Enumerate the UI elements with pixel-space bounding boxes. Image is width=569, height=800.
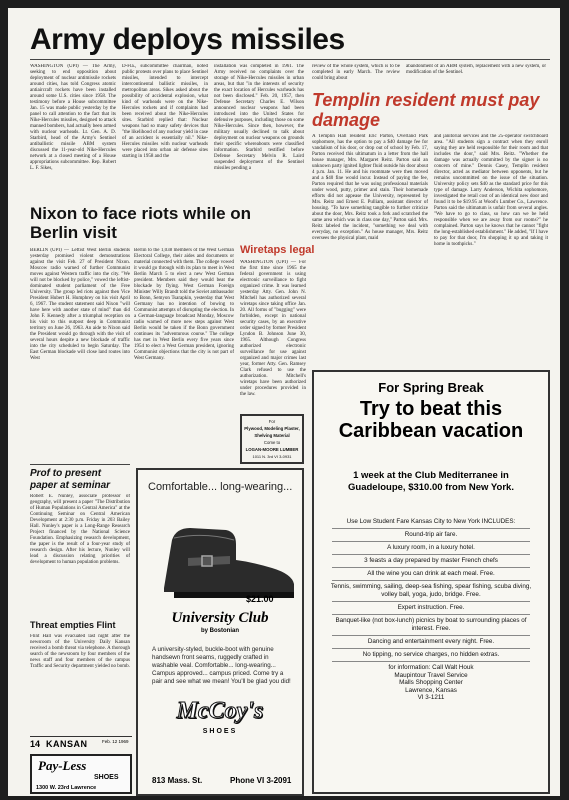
spring-line-6: Tennis, swimming, sailing, deep-sea fishing, spear fishing, scuba diving, volley ball, yoga, judo, bridge. Free. (330, 583, 532, 598)
shoe-price: $21.00 (246, 594, 274, 604)
store-phone: Phone VI 3-2091 (230, 776, 292, 785)
spring-line-1: Use Low Student Fare Kansas City to New York INCLUDES: (346, 518, 516, 525)
spring-contact-4: Lawrence, Kansas (405, 686, 457, 694)
spring-separator (332, 554, 530, 555)
spring-separator (332, 541, 530, 542)
lumber-line-5: LOGAN-MOORE LUMBER (245, 447, 299, 452)
store-sub: SHOES (202, 728, 238, 735)
spring-line-5: All the wine you can drink at each meal. Free. (367, 570, 495, 577)
spring-line-2: Round-trip air fare. (404, 531, 458, 538)
templin-column-1: A Templin Hall resident Eric Parton, Overland Park sophomore, has the option to pay a $40 damage fee for vandalism of his door, or drop out of school by Feb. 17, Parton received this ultimatum in a letter from the hall house manager, Mrs. Margaret Reitz. Parton said an unknown party ignited lighter fluid outside his door about 4 p.m. Jan. 11. He and his roommate were then moved and a $40 fine would incur. Instead of paying the fee, Parton required that he was using professional materials under wood, putty, primer and stain. Their homemade efforts did not appease the University, represented by Mrs. Reitz and Ernest E. Pulliam, assistant director of housing. "To have something tangible to further criticize about the door, Mrs. Reitz took a fork and scratched the same area which was in class one day," Parton said. Mrs. Reitz labeled the incident, "something we deal with everyday, no exception." As house manager, Mrs. Reitz oversees the physical plant, maid (312, 134, 428, 241)
headline-templin: Templin resident must pay damage (312, 90, 540, 130)
army-column-5: abandonment of an ABM system, replacement with a new system, or modification of the Sentinel. (406, 64, 546, 75)
spring-line-3: A luxury room, in a luxury hotel. (387, 544, 475, 551)
army-column-1: WASHINGTON (UPI) — The Army, seeking to end opposition about deployment of nuclear antimissile rockets around cities, has told Congress atomic antiaircraft rockets have been installed around some U.S. cities since 1958. The testimony before a House subcommittee Jan. 15 was made public yesterday by the panel to call attention to the fact that its Nike-Hercules missiles, designed to attack manned bombers, had actually been armed with nuclear warheads. Lt. Gen. A. D. Starbird, head of the Army's Sentinel antiballistic missile ABM system discussed the 11-year-old Nike-Hercules network at a closed meeting of a House appropriations subcommittee. Rep. Robert L. F. Sikes, (30, 64, 116, 171)
spring-separator (332, 614, 530, 615)
spring-line-9: Dancing and entertainment every night. Free. (367, 638, 495, 645)
nixon-column-1: BERLIN (UPI) — Leftist West Berlin students yesterday promised violent demonstrations against the visit Feb. 27 of President Nixon. Moscow radio warned of further Communist moves against Western traffic into the city. "We will not be blocked by police," vowed the leftist-dominated student parliament of the Free University. The group led riots against then Vice President Hubert H. Humphrey on his visit April 6, 1967. The student statement said Nixon "will have here with another state of mind" than did John F. Kennedy after a triumphal reception on his visit to this outpost deep in Communist territory on June 26, 1963. An aide to Nixon said the President would go through with the visit of several hours despite a new blockade of traffic into the city scheduled to begin Saturday. The East German blockade will close land routes into West (30, 248, 130, 361)
spring-kicker: For Spring Break (378, 380, 484, 395)
issue-date: Feb. 12 1969 (102, 739, 129, 744)
shoe-headline: Comfortable... long-wearing... (148, 481, 293, 493)
spring-separator (332, 580, 530, 581)
spring-separator (332, 648, 530, 649)
army-column-3: installation was completed in 1961. The Army received no complaints over the storage of Nike-Hercules missiles in urban areas, but that "in the interests of security the exact location of Hercules warheads has not been disclosed." Feb. 20, 1957, then Defense Secretary Charles E. Wilson announced nuclear weapons had been introduced into the United States for defensive purposes, including those on some Nike-Hercules. Since then, however, the military usually declined to talk about deployment on nuclear weapons on grounds their specific whereabouts were classified information. Starbird testified before Defense Secretary Melvin R. Laird suspended deployment of the Sentinel missiles pending a (214, 64, 304, 171)
lumber-line-2: Plywood, Modeling Plaster, (244, 426, 300, 431)
headline-nixon: Nixon to face riots while on Berlin visit (30, 204, 252, 242)
spring-line-8: Banquet-like (not box-lunch) picnics by boat to surrounding places of interest. Free. (335, 617, 527, 632)
payless-sub: SHOES (94, 774, 119, 781)
spring-details (324, 518, 538, 702)
headline-army-rule (30, 59, 550, 60)
shoe-brand: University Club (171, 610, 269, 626)
prof-article: Robert E. Nunley, associate professor of geography, will present a paper "The Distribution of Human Populations in Central America" at the Continuing Seminar on Central American Development at 2:30 p.m. Friday in 203 Bailey Hall. Nunley's paper is a Long-Range Research Project financed by the National Science Foundation. Emphasizing research development, the paper is the result of a four-year study of research design. After his lecture, Nunley will lead a discussion relating priorities of development to human population problems. (30, 494, 130, 565)
paper-name: KANSAN (46, 739, 88, 749)
payless-ad (30, 754, 132, 794)
headline-threat: Threat empties Flint (30, 620, 116, 630)
spring-line-4: 3 feasts a day prepared by master French chefs (364, 557, 498, 564)
page-number: 14 (30, 739, 41, 749)
spring-contact-5: VI 3-1211 (417, 694, 445, 701)
wiretaps-article: WASHINGTON (UPI) — For the first time since 1965 the federal government is using electronic surveillance to fight organized crime. It was learned yesterday Atty. Gen. John N. Mitchell has authorized several wiretaps since taking office Jan. 20. All forms of "bugging" were forbidden, except in national security cases, by an executive order signed by former President Lyndon B. Johnson June 30, 1965. Although Congress authorized electronic surveillance for use against organized and major crimes last year, former Atty. Gen. Ramsey Clark refused to use the authorization. Mitchell's wiretaps have been authorized under procedures provided in the law. (240, 260, 306, 397)
nixon-column-2: Berlin to the 1,038 members of the West German Electoral College, their aides and documents or material connected with them. The college vowed it would go through with its plan to meet in West Berlin March 5 to elect a new West German president. Members said they would beat the blockade by flying. West German Foreign Minister Willy Brandt told the Soviet ambassador to Bonn, Semyon Tsarapkin, yesterday that West Germany has no intention of bowing to Communist attempts of disrupting the election. In a German-language broadcast Monday, Moscow radio warned of more new steps against West Berlin would be taken if the Bonn government continues its "adventurous course." The college has met in West Berlin every five years since 1954 to elect a West German president, ignoring Communist objections that the city is not part of West Germany. (134, 248, 234, 361)
shoe-copy: A university-styled, buckle-boot with genuine handsewn front seams, ruggedly crafted in washable veal. Comfortable... long-wearing... Campus approved... campus priced. Come try a pair and see what we mean! You'll be glad you did! (152, 646, 291, 685)
page-footer (30, 736, 132, 752)
army-column-4: review of the whole system, which is to be completed in early March. The review could bring about (312, 64, 400, 81)
spring-break-ad (312, 370, 550, 794)
templin-column-2: and janitorial services and the 25-operator switchboard area. "All students sign a contract when they enroll saying they are held responsible for their room and that includes the door," said Mrs. Reitz. "Whether the damage was actually committed by the signer is no concern of mine." Dennis Casey, Templin resident director, acted as mediator between opponents, but he remains uncommitted on the issue of the situation. University policy sets $40 as the standard price for this type of damage. Larry Anderson, Wichita sophomore, investigated the retail cost of an identical new door and found it to be $19.95 at Wood's Lumber Co., Lawrence. Parton said the ultimatum is unfair from several angles. "We have to go to class, so how can we be held responsible when we are away from our rooms?" he complained. Parton says he knows that he cannot "fight the long-established establishment." He added, "If I have to pay for that door, I'm shopping it up and taking it home in toothpicks." (434, 134, 548, 247)
spring-contact-1: for information: Call Walt Houk (388, 664, 474, 671)
spring-separator (332, 528, 530, 529)
shoe-ad (136, 468, 304, 796)
lumber-line-6: 1011 N. 3rd VI 3-0931 (252, 454, 292, 459)
spring-line-10: No tipping, no service charges, no hidden extras. (362, 651, 500, 658)
spring-contact-2: Maupintour Travel Service (394, 671, 468, 679)
spring-line-7: Expert instruction. Free. (397, 604, 465, 611)
threat-article: Flint Hall was evacuated last night after the newsroom of the University Daily Kansan received a bomb threat via telephone. A thorough search of the newsroom by four members of the news staff and four members of the campus Traffic and Security department yielded no bomb. (30, 634, 130, 669)
headline-army: Army deploys missiles (30, 23, 345, 56)
headline-wiretaps: Wiretaps legal (240, 244, 315, 256)
spring-separator (332, 601, 530, 602)
army-column-2: D-Fla., subcommittee chairman, noted public protests over plans to place Sentinel missiles, intended to intercept intercontinental ballistic missiles, in metropolitan areas. Sikes asked about the possibility of accidental explosion, what kind of warheads were on the Nike-Hercules rockets and if complaints had been received about the Nike-Hercules sites. Starbird replied that: Nuclear weapons had so many safety devices that "the likelihood of any nuclear yield in case of an accident is essentially nil." Nike-Hercules missiles with nuclear warheads were placed into urban air defense sites starting in 1958 and the (122, 64, 208, 159)
store-name: McCoy's (176, 698, 264, 724)
shoe-brand-by: by Bostonian (200, 628, 239, 634)
divider-prof (30, 464, 130, 465)
lumber-line-3: Shelving Material (254, 433, 290, 438)
boot-illustration (144, 518, 304, 608)
lumber-ad (240, 414, 304, 464)
lumber-line-4: Come to (263, 440, 281, 445)
spring-separator (332, 635, 530, 636)
headline-prof: Prof to present paper at seminar (30, 468, 111, 491)
payless-name: Pay-Less (38, 758, 87, 773)
spring-offer: 1 week at the Club Mediterranee in Guadeloupe, $310.00 from New York. (348, 470, 514, 493)
spring-separator (332, 661, 530, 662)
spring-headline: Try to beat this Caribbean vacation (338, 398, 524, 442)
store-address: 813 Mass. St. (152, 776, 203, 785)
spring-separator (332, 567, 530, 568)
spring-contact-3: Malls Shopping Center (399, 679, 463, 686)
payless-address: 1300 W. 23rd Lawrence (36, 785, 97, 791)
lumber-line-1: For (268, 419, 276, 424)
newspaper-page (8, 8, 560, 796)
